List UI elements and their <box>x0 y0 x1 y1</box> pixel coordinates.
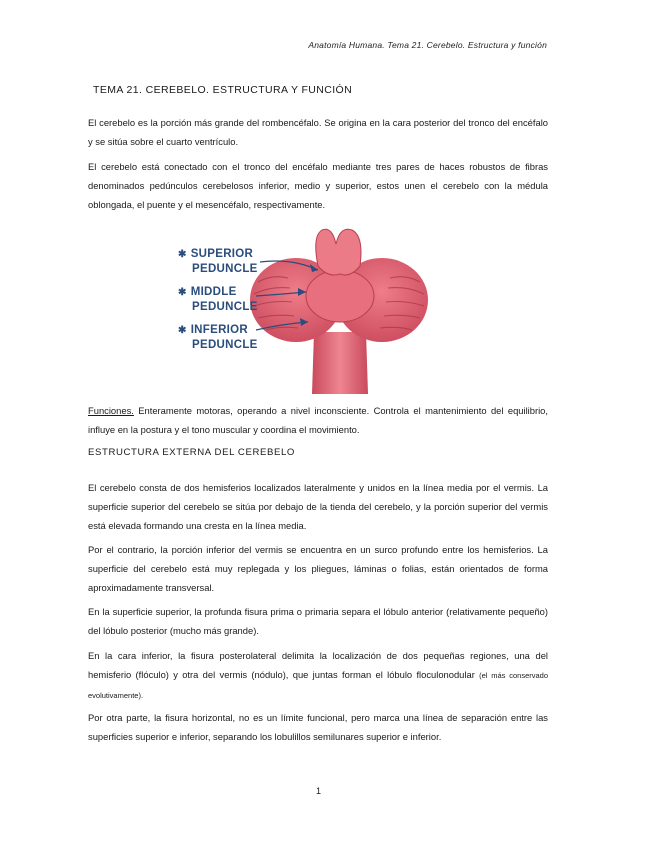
paragraph-horizontal-fissure: Por otra parte, la fisura horizontal, no es un límite funcional, pero marca una línea de separación entre las superficies superior e inferior, separando los lobulillos semilunares superior e inferior. <box>88 712 548 742</box>
label-inferior-peduncle: ✱ INFERIOR PEDUNCLE <box>178 324 258 351</box>
section-heading-external-structure: ESTRUCTURA EXTERNA DEL CEREBELO <box>88 447 295 458</box>
page-number: 1 <box>316 786 322 796</box>
page-title: TEMA 21. CEREBELO. ESTRUCTURA Y FUNCIÓN <box>93 84 353 96</box>
asterisk-icon: ✱ <box>178 287 187 298</box>
label-superior-peduncle: ✱ SUPERIOR PEDUNCLE <box>178 248 258 275</box>
running-header: Anatomía Humana. Tema 21. Cerebelo. Estructura y función <box>308 40 547 50</box>
functions-label: Funciones. <box>88 405 134 416</box>
pons-shape <box>306 270 374 322</box>
paragraph-hemispheres: El cerebelo consta de dos hemisferios localizados lateralmente y unidos en la línea media por el vermis. La superficie superior del cerebelo se sitúa por debajo de la tienda del cerebelo, y la porción superior del vermis está elevada formando una cresta en la línea media. <box>88 482 548 531</box>
asterisk-icon: ✱ <box>178 249 187 260</box>
paragraph-primary-fissure: En la superficie superior, la profunda fisura prima o primaria separa el lóbulo anterior (relativamente pequeño) del lóbulo posterior (mucho más grande). <box>88 606 548 636</box>
paragraph-intro: El cerebelo es la porción más grande del rombencéfalo. Se origina en la cara posterior del tronco del encéfalo y se sitúa sobre el cuarto ventrículo. <box>88 117 548 147</box>
paragraph-functions <box>88 401 548 439</box>
functions-text: Enteramente motoras, operando a nivel inconsciente. Controla el mantenimiento del equilibrio, influye en la postura y el tono muscular y coordina el movimiento. <box>88 405 548 435</box>
asterisk-icon: ✱ <box>178 325 187 336</box>
medulla-shape <box>312 332 368 394</box>
midbrain-shape <box>316 229 361 275</box>
paragraph-peduncles: El cerebelo está conectado con el tronco del encéfalo mediante tres pares de haces robustos de fibras denominados pedúnculos cerebelosos inferior, medio y superior, estos unen el cerebelo con la médula oblongada, el puente y el mesencéfalo, respectivamente. <box>88 161 548 210</box>
paragraph-inferior-vermis: Por el contrario, la porción inferior del vermis se encuentra en un surco profundo entre los hemisferios. La superficie del cerebelo está muy replegada y los pliegues, láminas o folias, están orientados de forma aproximadamente transversal. <box>88 544 548 593</box>
paragraph-floculonodular: En la cara inferior, la fisura posterolateral delimita la localización de dos pequeñas regiones, una del hemisferio (flóculo) y otra del vermis (nódulo), que juntas forman el lóbulo floculonodular (el más conservado evolutivamente). <box>88 650 549 700</box>
cerebellar-peduncles-figure <box>172 222 434 394</box>
label-middle-peduncle: ✱ MIDDLE PEDUNCLE <box>178 286 258 313</box>
